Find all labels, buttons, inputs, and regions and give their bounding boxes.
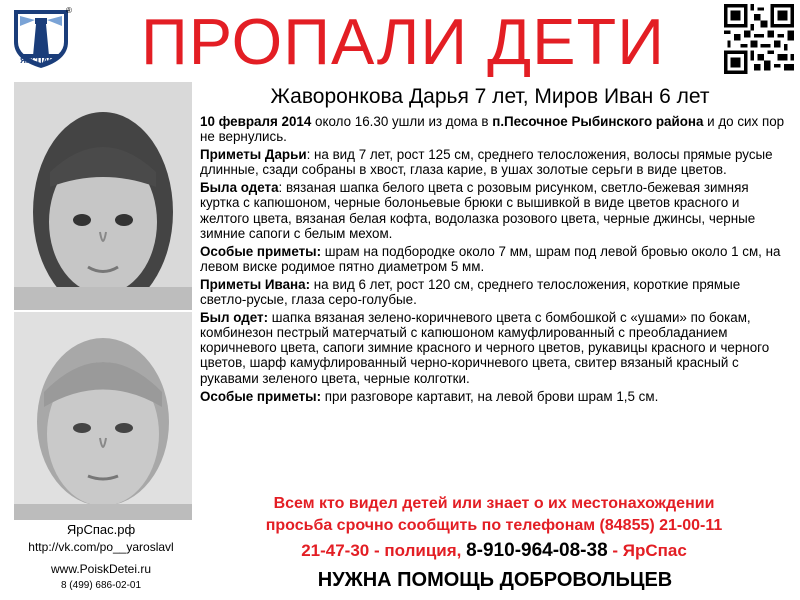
description — [200, 114, 790, 407]
appeal-line-2: просьба срочно сообщить по телефонам (84855) 21-00-11 — [265, 517, 723, 534]
ivan-signs-label: Приметы Ивана: — [200, 276, 311, 292]
ivan-special — [200, 389, 790, 404]
vk-link[interactable]: http://vk.com/po__yaroslavl — [28, 540, 174, 554]
appeal-line-3 — [194, 541, 794, 561]
ivan-special-label: Особые приметы: — [200, 388, 322, 404]
intro-date: 10 февраля 2014 — [200, 114, 312, 129]
darya-signs-label: Приметы Дарьи — [200, 147, 307, 163]
darya-special-label: Особые приметы: — [200, 243, 322, 259]
darya-signs-text: : на вид 7 лет, рост 125 см, среднего телосложения, волосы прямые русые длинные, сзади собраны в хвост, глаза карие, в ушах золотые серьги в виде цветов. — [200, 147, 773, 178]
ivan-dressed-text: шапка вязаная зелено-коричневого цвета с бомбошкой с «ушами» по бокам, комбинезон пестрый матерчатый с капюшоном камуфлированный с преобладанием коричневого цвета, сапоги зимние красного и черного цветов, рукавицы красного и черного цветов, шарф камуфлированный черно-коричневого цвета, свитер вязаный красный с рукавами зеленого цвета, черные колготки. — [200, 310, 770, 386]
darya-dressed-text: : вязаная шапка белого цвета с розовым рисунком, светло-бежевая зимняя куртка с капюшоном, черные болоньевые брюки с вышивкой в виде цветов красного и желтого цвета, вязаная белая кофта, водолазка розового цвета, черные джинсы, черные зимние сапоги с белым мехом. — [200, 180, 756, 241]
ivan-special-text: при разговоре картавит, на левой брови шрам 1,5 см. — [321, 388, 659, 404]
yarspas-phone: 8-910-964-08-38 — [466, 540, 608, 561]
girl-photo — [14, 82, 192, 310]
side-phone: 8 (499) 686-02-01 — [60, 580, 142, 591]
darya-dressed — [200, 180, 790, 240]
intro-end: и до сих пор не вернулись. — [200, 114, 785, 145]
boy-photo — [14, 312, 192, 520]
appeal-line-1: Всем кто видел детей или знает о их местонахождении — [273, 495, 715, 512]
children-names: Жаворонкова Дарья 7 лет, Миров Иван 6 лет — [270, 85, 710, 108]
ivan-dressed-label: Был одет: — [200, 310, 269, 326]
yarspas-label: - ЯрСпас — [607, 541, 687, 560]
intro-middle: около 16.30 ушли из дома в — [311, 114, 493, 129]
ivan-dressed — [200, 310, 790, 385]
intro-place: п.Песочное Рыбинского района — [492, 114, 704, 129]
darya-dressed-label: Была одета — [200, 180, 279, 196]
intro-paragraph — [200, 114, 790, 144]
logo-caption: ЯРСПАС — [20, 56, 54, 65]
page-title: ПРОПАЛИ ДЕТИ — [141, 5, 665, 78]
registered-mark: ® — [66, 6, 72, 15]
ivan-signs — [200, 277, 790, 307]
poiskdetei-link[interactable]: www.PoiskDetei.ru — [50, 562, 152, 576]
qr-code — [724, 4, 794, 74]
police-phone: 21-47-30 - полиция, — [301, 541, 467, 560]
darya-special-text: шрам на подбородке около 7 мм, шрам под левой бровью около 1 см, на левом виске родимое пятно диаметром 5 мм. — [200, 243, 781, 274]
volunteers-banner: НУЖНА ПОМОЩЬ ДОБРОВОЛЬЦЕВ — [317, 569, 673, 591]
site-link[interactable]: ЯрСпас.рф — [66, 522, 136, 537]
ivan-signs-text: на вид 6 лет, рост 120 см, среднего телосложения, короткие прямые светло-русые, глаза серо-голубые. — [200, 276, 741, 308]
darya-special — [200, 244, 790, 274]
darya-signs — [200, 147, 790, 177]
